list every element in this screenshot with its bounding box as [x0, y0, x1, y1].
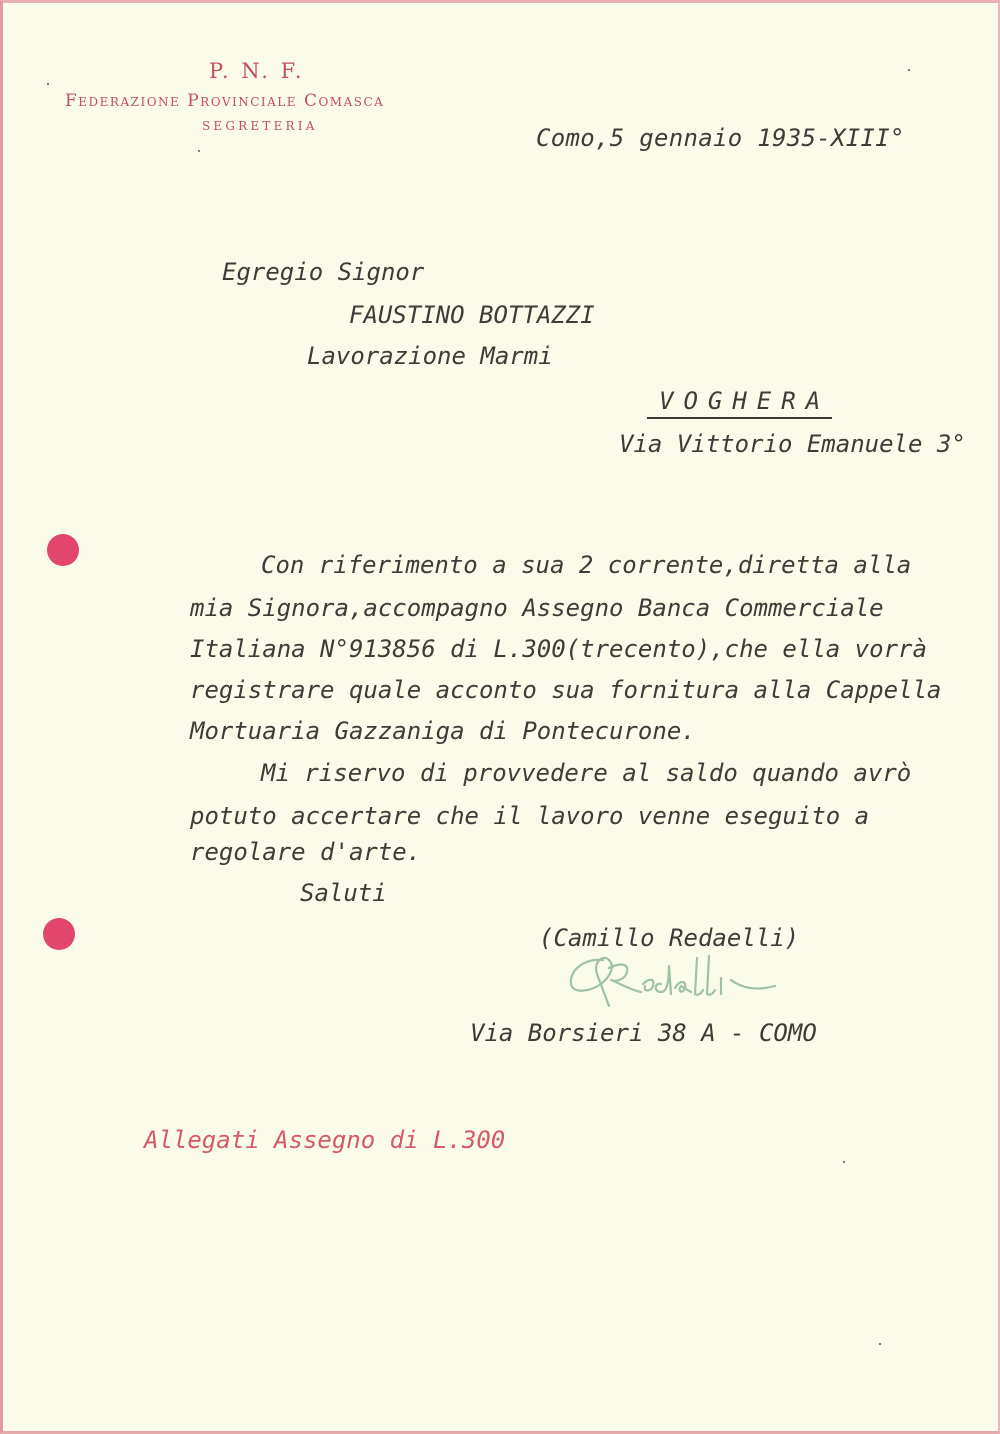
letterhead-party: P. N. F. [209, 59, 305, 83]
sender-address: Via Borsieri 38 A - COMO [470, 1019, 817, 1047]
body-line: registrare quale acconto sua fornitura alla Cappella [190, 676, 942, 704]
recipient-company: Lavorazione Marmi [307, 342, 553, 370]
body-line: Mi riservo di provvedere al saldo quando avrò [261, 759, 912, 787]
letter-date: Como,5 gennaio 1935-XIII° [536, 124, 905, 152]
handwritten-signature [563, 948, 793, 1018]
paper-speck [47, 83, 49, 85]
recipient-street: Via Vittorio Emanuele 3° [619, 430, 966, 458]
signatory-name: (Camillo Redaelli) [539, 924, 800, 952]
punch-hole-bottom [43, 918, 75, 950]
punch-hole-top [47, 534, 79, 566]
enclosure-note: Allegati Assegno di L.300 [144, 1126, 506, 1154]
paper-speck [879, 1343, 881, 1345]
paper-speck [198, 150, 200, 152]
body-line: potuto accertare che il lavoro venne eseguito a [190, 802, 870, 830]
recipient-salutation: Egregio Signor [222, 258, 425, 286]
paper-speck [843, 1161, 845, 1163]
recipient-city: VOGHERA [647, 387, 832, 419]
body-line: mia Signora,accompagno Assegno Banca Commerciale [190, 594, 884, 622]
body-line: Con riferimento a sua 2 corrente,diretta alla [261, 551, 912, 579]
letterhead-federation: Federazione Provinciale Comasca [65, 91, 385, 111]
closing: Saluti [300, 879, 387, 907]
body-line: Mortuaria Gazzaniga di Pontecurone. [190, 717, 696, 745]
body-line: regolare d'arte. [190, 838, 422, 866]
letterhead-office: SEGRETERIA [202, 119, 318, 133]
recipient-name: FAUSTINO BOTTAZZI [349, 301, 595, 329]
body-line: Italiana N°913856 di L.300(trecento),che ella vorrà [190, 635, 927, 663]
paper-speck [908, 69, 910, 71]
